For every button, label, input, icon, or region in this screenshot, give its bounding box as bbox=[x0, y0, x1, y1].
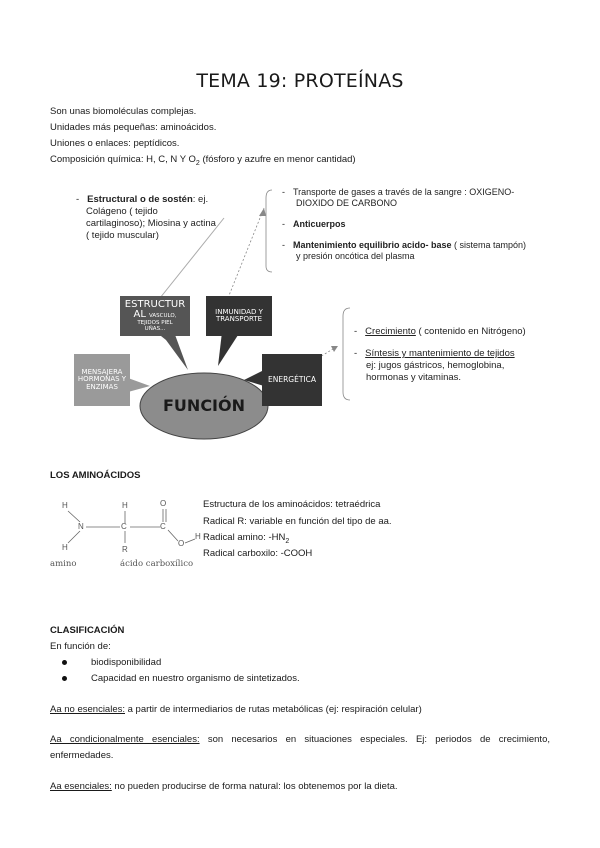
bullet-icon bbox=[62, 660, 67, 665]
atom-h2: H bbox=[62, 543, 68, 552]
transport-line-1: Transporte de gases a través de la sangre : OXIGENO- bbox=[293, 187, 515, 197]
sintesis-line-2: ej: jugos gástricos, hemoglobina, bbox=[366, 360, 505, 371]
aa-condicionalmente-text: son necesarios en situaciones especiales. Ej: periodos de crecimiento, bbox=[199, 734, 550, 745]
intro-line-4-subscript: 2 bbox=[195, 159, 200, 167]
bond-h2-n bbox=[68, 531, 80, 543]
bond-o2-h4 bbox=[185, 539, 195, 543]
sintesis-label: Síntesis y mantenimiento de tejidos bbox=[365, 348, 515, 359]
list-item bbox=[62, 657, 161, 668]
box-estructural-sub-1: VASCULO, bbox=[148, 313, 177, 320]
intro-line-3: Uniones o enlaces: peptídicos. bbox=[50, 138, 180, 149]
bond-h1-n bbox=[68, 511, 80, 522]
atom-h3: H bbox=[122, 501, 128, 510]
estructural-line-2: Colágeno ( tejido bbox=[86, 206, 158, 217]
box-inmunidad bbox=[206, 296, 272, 336]
aa-condicionalmente-line-2: enfermedades. bbox=[50, 750, 114, 761]
inmunidad-tail bbox=[218, 332, 240, 366]
box-estructural bbox=[120, 296, 190, 336]
connector-bottom-arrow bbox=[331, 346, 338, 352]
estructural-line-4: ( tejido muscular) bbox=[86, 230, 159, 241]
clasificacion-subheading: En función de: bbox=[50, 641, 111, 652]
crecimiento-rest: ( contenido en Nitrógeno) bbox=[415, 326, 526, 337]
aa-esenciales bbox=[50, 781, 398, 792]
equilibrio-label: Mantenimiento equilibrio acido- base bbox=[293, 240, 452, 250]
equilibrio-rest: ( sistema tampón) bbox=[451, 240, 527, 250]
box-estructural-title-2: AL bbox=[133, 309, 146, 321]
box-mensajera-line-3: ENZIMAS bbox=[86, 382, 118, 391]
aa-condicionalmente-label: Aa condicionalmente esenciales: bbox=[50, 734, 200, 745]
label-acido-carboxilico: ácido carboxílico bbox=[120, 559, 194, 569]
estructural-label-rest: : ej. bbox=[192, 194, 209, 205]
list-item-text: biodisponibilidad bbox=[91, 657, 162, 668]
box-mensajera-line-1: MENSAJERA bbox=[81, 367, 123, 376]
aa-esenciales-label: Aa esenciales: bbox=[50, 781, 112, 792]
sintesis-line-3: hormonas y vitaminas. bbox=[366, 372, 462, 383]
box-mensajera-line-2: HORMONAS Y bbox=[77, 375, 127, 384]
estructural-tail bbox=[156, 332, 188, 370]
equilibrio-line-2: y presión oncótica del plasma bbox=[296, 251, 415, 261]
aa-radical-amino-text: Radical amino: -HN bbox=[203, 532, 286, 543]
aa-no-esenciales-text: a partir de intermediarios de rutas metabólicas (ej: respiración celular) bbox=[125, 704, 422, 715]
transport-line-2: DIOXIDO DE CARBONO bbox=[296, 198, 398, 208]
atom-o1: O bbox=[160, 499, 167, 508]
box-estructural-sub-2: TEJIDOS PIEL bbox=[137, 319, 173, 326]
intro-line-1: Son unas biomoléculas complejas. bbox=[50, 106, 197, 117]
atom-n: N bbox=[78, 522, 84, 531]
atom-c2: C bbox=[160, 522, 166, 531]
intro-line-4 bbox=[50, 154, 356, 167]
bracket-bottom bbox=[343, 308, 350, 400]
page-title: TEMA 19: PROTEÍNAS bbox=[196, 70, 404, 92]
amino-acid-structure bbox=[50, 495, 200, 575]
atom-h4: H bbox=[195, 532, 201, 541]
center-label: FUNCIÓN bbox=[163, 395, 245, 415]
intro-line-4-rest: (fósforo y azufre en menor cantidad) bbox=[199, 154, 356, 165]
estructural-description: - Estructural o de sostén: ej. Colágeno ( tejido cartilaginoso); Miosina y actina ( tejido muscular) bbox=[76, 194, 276, 242]
clasificacion-heading: CLASIFICACIÓN bbox=[50, 625, 125, 636]
estructural-line-3: cartilaginoso); Miosina y actina bbox=[86, 218, 216, 229]
box-estructural-title: ESTRUCTUR bbox=[124, 298, 186, 310]
aa-no-esenciales-label: Aa no esenciales: bbox=[50, 704, 125, 715]
aa-esenciales-text: no pueden producirse de forma natural: los obtenemos por la dieta. bbox=[111, 781, 398, 792]
box-inmunidad-line-2: TRANSPORTE bbox=[215, 315, 263, 323]
aa-radical-amino-line bbox=[203, 532, 289, 545]
transport-description: - Transporte de gases a través de la sangre : OXIGENO- DIOXIDO DE CARBONO - Anticuerpos - Mantenimiento equilibrio acido- base ( sistema tampón) y presión oncótica del plasma bbox=[282, 187, 582, 262]
list-item-text: Capacidad en nuestro organismo de sintetizados. bbox=[91, 673, 300, 684]
aa-radical-amino-subscript: 2 bbox=[285, 537, 290, 545]
box-inmunidad-line-1: INMUNIDAD Y bbox=[215, 307, 263, 316]
aa-no-esenciales bbox=[50, 704, 422, 715]
aa-radical-r-line: Radical R: variable en función del tipo de aa. bbox=[203, 516, 392, 527]
anticuerpos-label: Anticuerpos bbox=[293, 219, 346, 229]
estructural-label: Estructural o de sostén bbox=[87, 194, 193, 205]
bullet-icon bbox=[62, 676, 67, 681]
aa-radical-carboxilo-line: Radical carboxilo: -COOH bbox=[203, 548, 313, 559]
atom-r: R bbox=[122, 545, 128, 554]
aa-structure-line: Estructura de los aminoácidos: tetraédrica bbox=[203, 499, 381, 510]
crecimiento-label: Crecimiento bbox=[365, 326, 416, 337]
aminoacidos-heading: LOS AMINOÁCIDOS bbox=[50, 470, 141, 481]
atom-c1: C bbox=[121, 522, 127, 531]
intro-line-4-text: Composición química: H, C, N Y O bbox=[50, 154, 196, 165]
intro-line-2: Unidades más pequeñas: aminoácidos. bbox=[50, 122, 217, 133]
list-item bbox=[62, 673, 300, 684]
box-mensajera bbox=[74, 354, 130, 406]
bond-c2-o2 bbox=[168, 530, 178, 541]
aa-condicionalmente-esenciales bbox=[50, 734, 550, 745]
atom-h1: H bbox=[62, 501, 68, 510]
function-diagram bbox=[0, 180, 600, 450]
box-energetica: ENERGÉTICA bbox=[262, 354, 322, 406]
label-amino: amino bbox=[50, 559, 77, 569]
box-estructural-sub-3: UÑAS... bbox=[144, 325, 166, 332]
atom-o2: O bbox=[178, 539, 185, 548]
energetica-description: - Crecimiento ( contenido en Nitrógeno) - Síntesis y mantenimiento de tejidos ej: jugos gástricos, hemoglobina, hormonas y vitaminas. bbox=[354, 326, 594, 384]
